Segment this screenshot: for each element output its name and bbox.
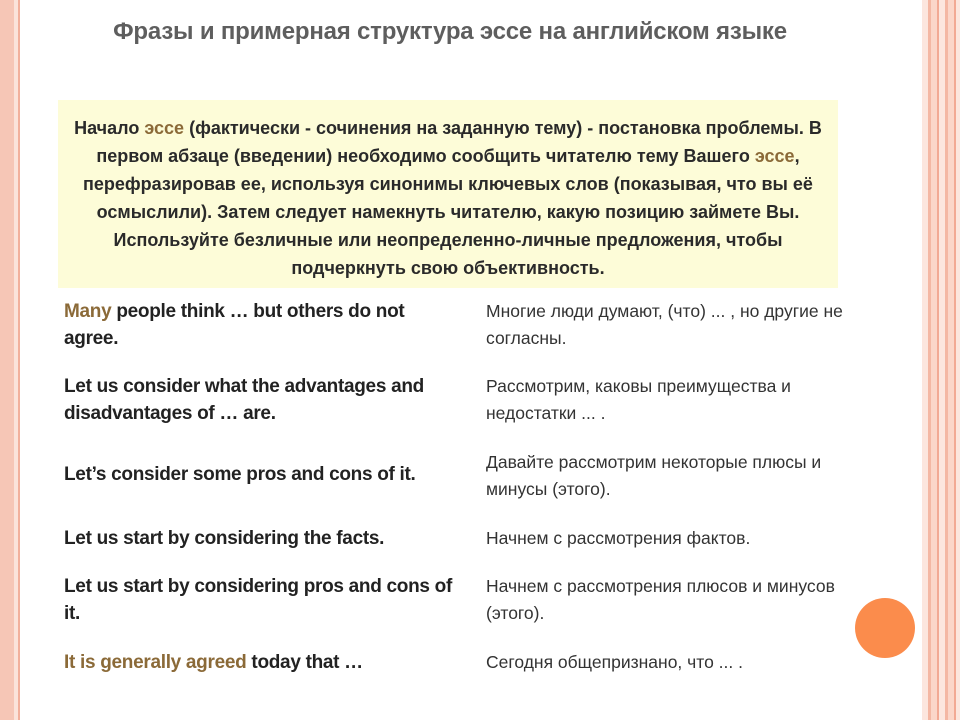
english-phrase-text: people think … but others do not agree. (64, 301, 405, 349)
intro-paragraph (58, 100, 838, 288)
intro-text-start: Начало (74, 118, 145, 138)
english-phrase-text: Let us consider what the advantages and disadvantages of … are. (64, 376, 424, 424)
orange-circle-decoration (855, 598, 915, 658)
english-phrase (64, 373, 459, 427)
intro-text-end: , перефразировав ее, используя синонимы ключевых слов (показывая, что вы её осмыслили). Затем следует намекнуть читателю, какую позицию займете Вы. Используйте безличные или неопределенно-личные предложения, чтобы подчеркнуть свою объективность. (83, 146, 813, 278)
russian-translation: Начнем с рассмотрения фактов. (486, 528, 751, 548)
english-phrase-text: Let us start by considering the facts. (64, 528, 385, 549)
english-phrase (64, 573, 459, 627)
russian-translation: Начнем с рассмотрения плюсов и минусов (этого). (486, 576, 835, 623)
english-phrase (64, 298, 459, 352)
english-phrase-text: Let’s consider some pros and cons of it. (64, 464, 416, 485)
left-border-strip (0, 0, 14, 720)
intro-highlight-essay: эссе (144, 118, 185, 138)
russian-translation: Рассмотрим, каковы преимущества и недостатки ... . (486, 376, 791, 423)
page-title: Фразы и примерная структура эссе на английском языке (113, 18, 787, 45)
english-phrase (64, 461, 459, 488)
left-border-line (18, 0, 20, 720)
english-phrase (64, 525, 459, 552)
english-phrase (64, 649, 459, 676)
english-phrase-highlight: It is generally agreed (64, 652, 247, 673)
russian-translation: Давайте рассмотрим некоторые плюсы и минусы (этого). (486, 452, 822, 499)
english-phrase-text: Let us start by considering pros and cons of it. (64, 576, 452, 624)
russian-translation: Сегодня общепризнано, что ... . (486, 652, 743, 672)
intro-highlight-essay-2: эссе (754, 146, 795, 166)
right-border-stripes (922, 0, 960, 720)
russian-translation: Многие люди думают, (что) ... , но другие не согласны. (486, 301, 843, 348)
intro-text-middle: (фактически - сочинения на заданную тему) - постановка проблемы. В первом абзаце (введении) необходимо сообщить читателю тему Вашего (96, 118, 822, 166)
english-phrase-text: today that … (246, 652, 363, 673)
english-phrase-highlight: Many (64, 301, 112, 322)
